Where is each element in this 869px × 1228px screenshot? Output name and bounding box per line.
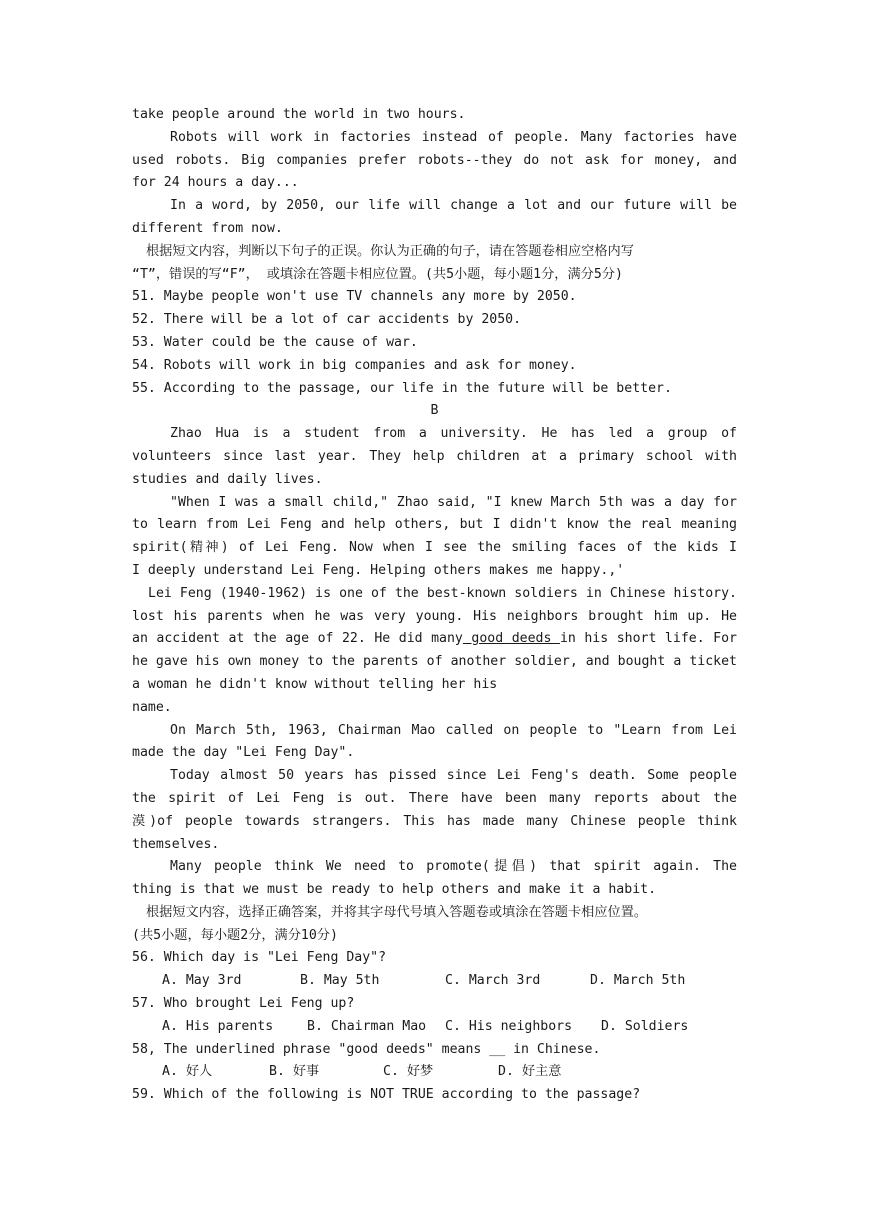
passage-line: volunteers since last year. They help children at a primary school with [132,448,737,464]
passage-line: thing is that we must be ready to help others and make it a habit. [132,882,657,898]
tf-question-55: 55. According to the passage, our life in the future will be better. [132,380,672,396]
passage-line: used robots. Big companies prefer robots--they do not ask for money, and [132,152,737,168]
options-58 [132,1061,737,1084]
passage-line: 漠)of people towards strangers. This has made many Chinese people think [132,813,737,829]
option: C. 好梦 [383,1064,434,1080]
passage-line: made the day "Lei Feng Day". [132,745,355,761]
passage-line: Robots will work in factories instead of people. Many factories have [170,129,737,145]
passage-line: to learn from Lei Feng and help others, but I didn't know the real meaning [132,517,737,533]
text-run: an accident at the age of 22. He did many [132,631,463,647]
passage-line: Today almost 50 years has pissed since Lei Feng's death. Some people [170,768,737,784]
mc-question-58: 58, The underlined phrase "good deeds" means __ in Chinese. [132,1041,601,1057]
passage-line: spirit(精神) of Lei Feng. Now when I see the smiling faces of the kids I [132,540,737,556]
passage-line: themselves. [132,836,220,852]
instruction-tf: “T”，错误的写“F”， 或填涂在答题卡相应位置。(共5小题，每小题1分，满分5分) [132,266,623,282]
option: D. 好主意 [498,1064,562,1080]
text-run: in his short life. For [559,631,737,647]
passage-line: for 24 hours a day... [132,175,299,191]
option: C. March 3rd [445,973,541,989]
tf-question-54: 54. Robots will work in big companies and ask for money. [132,357,577,373]
passage-line: a woman he didn't know without telling her his [132,676,498,692]
passage-line: Lei Feng (1940-1962) is one of the best-known soldiers in Chinese history. [148,585,737,601]
underlined-phrase: good deeds [462,631,560,647]
instruction-mc: (共5小题，每小题2分，满分10分) [132,927,338,943]
option: B. 好事 [269,1064,320,1080]
instruction-mc: 根据短文内容，选择正确答案，并将其字母代号填入答题卷或填涂在答题卡相应位置。 [146,904,648,920]
mc-question-59: 59. Which of the following is NOT TRUE according to the passage? [132,1087,641,1103]
option: D. March 5th [590,973,686,989]
passage-line: studies and daily lives. [132,471,323,487]
option: D. Soldiers [601,1018,689,1034]
passage-line: I deeply understand Lei Feng. Helping others makes me happy.,' [132,562,625,578]
option: B. May 5th [300,973,380,989]
tf-question-51: 51. Maybe people won't use TV channels any more by 2050. [132,289,577,305]
passage-line: lost his parents when he was very young. His neighbors brought him up. He [132,608,737,624]
instruction-tf: 根据短文内容，判断以下句子的正误。你认为正确的句子，请在答题卷相应空格内写 [146,243,634,259]
tf-question-53: 53. Water could be the cause of war. [132,334,418,350]
passage-line: In a word, by 2050, our life will change a lot and our future will be [170,198,737,214]
option: A. 好人 [162,1064,213,1080]
option: C. His neighbors [445,1018,573,1034]
passage-line: Many people think We need to promote(提倡) that spirit again. The [170,859,737,875]
passage-line: On March 5th, 1963, Chairman Mao called on people to "Learn from Lei [170,722,737,738]
mc-question-57: 57. Who brought Lei Feng up? [132,996,355,1012]
document-page [132,104,737,1107]
passage-line: he gave his own money to the parents of another soldier, and bought a ticket [132,654,737,670]
passage-line [132,628,737,651]
tf-question-52: 52. There will be a lot of car accidents by 2050. [132,312,522,328]
passage-line: the spirit of Lei Feng is out. There have been many reports about the [132,790,737,806]
passage-line: Zhao Hua is a student from a university. He has led a group of [170,426,737,442]
options-57 [132,1016,737,1039]
passage-line: different from now. [132,220,283,236]
option: A. May 3rd [162,973,242,989]
option: B. Chairman Mao [307,1018,427,1034]
options-56 [132,970,737,993]
passage-line: "When I was a small child," Zhao said, "I knew March 5th was a day for [170,494,737,510]
option: A. His parents [162,1018,274,1034]
section-heading-b: B [430,403,439,419]
passage-line: name. [132,699,172,715]
mc-question-56: 56. Which day is "Lei Feng Day"? [132,950,387,966]
passage-line: take people around the world in two hours. [132,107,466,122]
